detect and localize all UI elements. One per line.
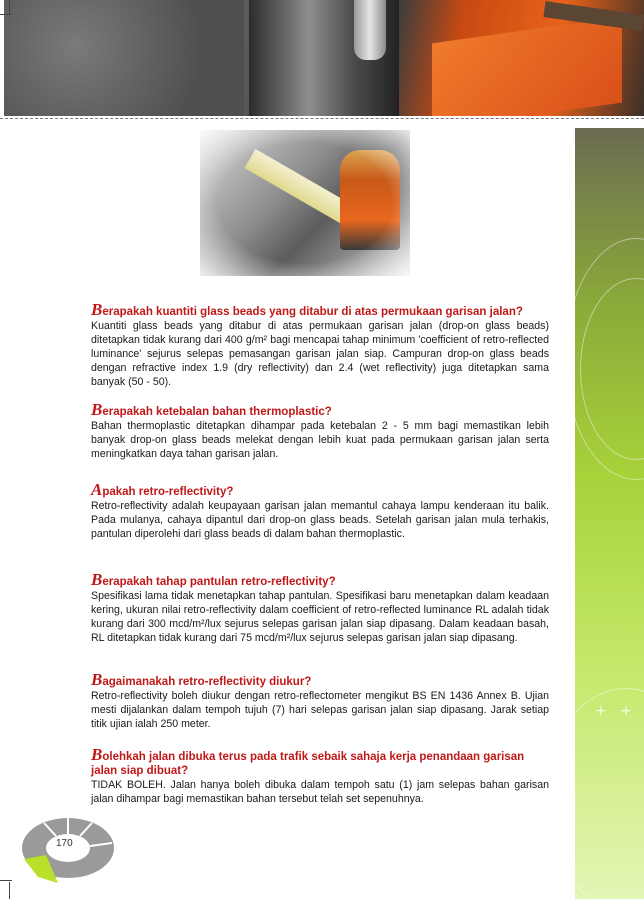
question-heading — [91, 745, 549, 778]
faq-section — [91, 400, 549, 461]
crop-mark — [0, 14, 12, 15]
faq-section — [91, 300, 549, 389]
decor-cross-icon: + — [595, 703, 607, 719]
page-number: 170 — [56, 838, 73, 849]
thermoplastic-block — [432, 17, 622, 116]
question-text: olehkah jalan dibuka terus pada trafik sebaik sahaja kerja penandaan garisan jalan siap dibuat? — [91, 751, 525, 777]
workers-photo — [200, 130, 410, 276]
answer-text: Kuantiti glass beads yang ditabur di atas permukaan garisan jalan (drop-on glass beads) ditetapkan tidak kurang dari 400 g/m² bagi mencapai tahap minimum 'coefficient of retro-reflected luminance' sejurus selepas pemasangan garisan jalan siap. Campuran drop-on glass beads dengan refractive index 1.9 (dry reflectivity) dan 2.4 (wet reflectivity) juga ditetapkan sama banyak (50 - 50). — [91, 320, 549, 388]
faq-section — [91, 745, 549, 806]
page-number-gauge — [18, 815, 118, 885]
decor-cross-icon: + — [620, 703, 632, 719]
question-text: erapakah kuantiti glass beads yang ditabur di atas permukaan garisan jalan? — [102, 306, 523, 318]
drop-cap: B — [91, 670, 103, 689]
faq-section — [91, 670, 549, 731]
drop-cap: B — [91, 300, 103, 319]
question-heading — [91, 480, 549, 499]
side-decor-panel — [575, 128, 644, 899]
header-divider — [0, 118, 644, 119]
question-heading — [91, 670, 549, 689]
faq-section — [91, 570, 549, 645]
faq-section — [91, 480, 549, 541]
question-text: agaimanakah retro-reflectivity diukur? — [102, 676, 312, 688]
road-surface — [4, 0, 244, 116]
worker-figure — [340, 150, 400, 250]
question-heading — [91, 300, 549, 319]
answer-text: Retro-reflectivity boleh diukur dengan retro-reflectometer mengikut BS EN 1436 Annex B. Ujian mesti dijalankan dalam tempoh tujuh (7) hari selepas garisan jalan siap dipasang. Jarak setiap titik ujian ialah 250 meter. — [91, 690, 549, 730]
question-text: erapakah ketebalan bahan thermoplastic? — [102, 406, 332, 418]
answer-text: Spesifikasi lama tidak menetapkan tahap pantulan. Spesifikasi baru menetapkan dalam keadaan kering, ukuran nilai retro-reflectivity dalam coefficient of retro-reflected luminance RL adalah tidak kurang dari 300 mcd/m²/lux sejurus selepas garisan jalan siap dipasang. Dalam keadaan basah, RL ditetapkan tidak kurang dari 75 mcd/m²/lux sejurus selepas garisan jalan siap dipasang. — [91, 590, 549, 644]
drop-cap: B — [91, 570, 103, 589]
answer-text: Retro-reflectivity adalah keupayaan garisan jalan memantul cahaya lampu kenderaan itu balik. Pada mulanya, cahaya dipantul dari drop-on glass beads. Setelah garisan jalan mula terhakis, pantulan diperolehi dari glass beads di dalam bahan thermoplastic. — [91, 500, 549, 540]
answer-text: Bahan thermoplastic ditetapkan dihampar pada ketebalan 2 - 5 mm bagi memastikan lebih banyak drop-on glass beads melekat dengan lebih kuat pada permukaan garisan jalan serta meningkatkan daya tahan garisan jalan. — [91, 420, 549, 460]
machine-cylinder — [354, 0, 386, 60]
question-heading — [91, 400, 549, 419]
crop-mark — [0, 880, 12, 881]
crop-mark — [9, 0, 10, 14]
drop-cap: B — [91, 400, 103, 419]
answer-text: TIDAK BOLEH. Jalan hanya boleh dibuka dalam tempoh satu (1) jam selepas bahan garisan jalan dihampar bagi memastikan bahan tersebut telah set sepenuhnya. — [91, 779, 549, 805]
decor-arc — [545, 688, 644, 910]
drop-cap: A — [91, 480, 103, 499]
header-photo — [4, 0, 644, 116]
crop-mark — [9, 882, 10, 899]
drop-cap: B — [91, 745, 103, 764]
question-text: erapakah tahap pantulan retro-reflectivity? — [102, 576, 336, 588]
question-text: pakah retro-reflectivity? — [102, 486, 234, 498]
question-heading — [91, 570, 549, 589]
